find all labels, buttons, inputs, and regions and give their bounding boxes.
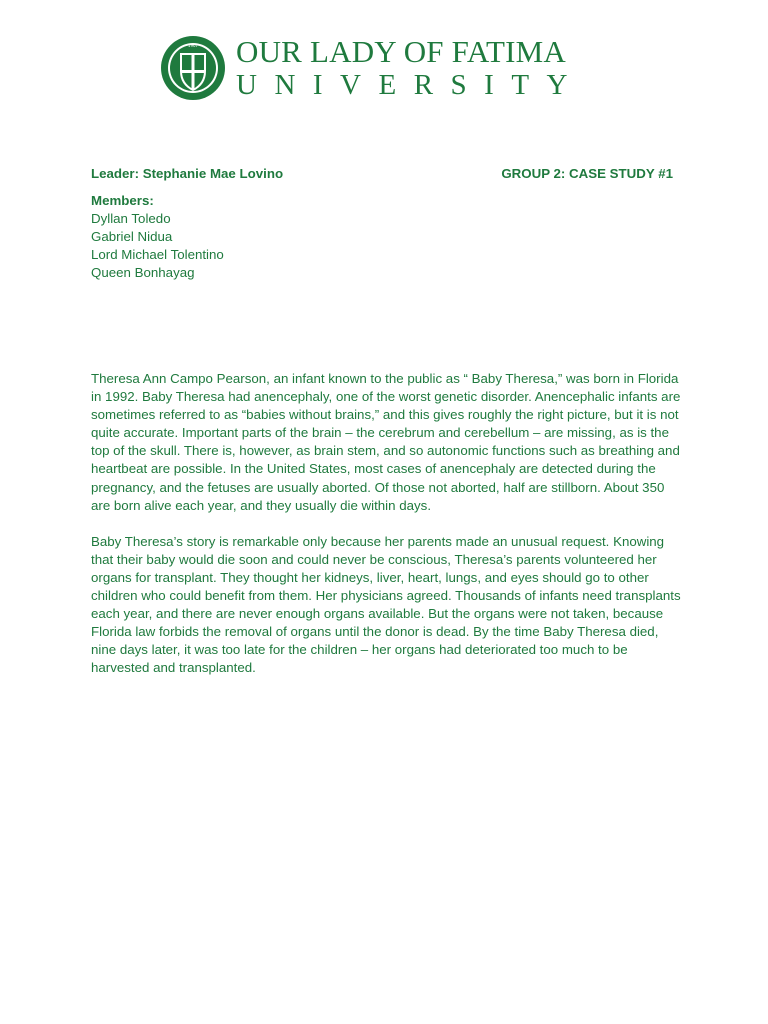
- case-study-title: GROUP 2: CASE STUDY #1: [501, 166, 673, 181]
- university-name-line1: OUR LADY OF FATIMA: [236, 34, 566, 69]
- svg-text:1967: 1967: [187, 43, 199, 48]
- member-name: Queen Bonhayag: [91, 265, 195, 280]
- group-info-row: [91, 165, 673, 183]
- body-paragraph: Baby Theresa’s story is remarkable only because her parents made an unusual request. Knowing that their baby would die soon and could never be conscious, Theresa’s parents volunteered her organs for transplant. They thought her kidneys, liver, heart, lungs, and eyes should go to other children who could benefit from them. Her physicians agreed. Thousands of infants need transplants each year, and there are never enough organs available. But the organs were not taken, because Florida law forbids the removal of organs until the donor is dead. By the time Baby Theresa died, nine days later, it was too late for the children – her organs had deteriorated too much to be harvested and transplanted.: [91, 533, 681, 676]
- body-paragraph: Theresa Ann Campo Pearson, an infant known to the public as “ Baby Theresa,” was born in Florida in 1992. Baby Theresa had anencephaly, one of the worst genetic disorder. Anencephalic infants are sometimes referred to as “babies without brains,” and this gives roughly the right picture, but it is not quite accurate. Important parts of the brain – the cerebrum and cerebellum – are missing, as is the top of the skull. There is, however, as brain stem, and so autonomic functions such as breathing and heartbeat are possible. In the United States, most cases of anencephaly are detected during the pregnancy, and the fetuses are usually aborted. Of those not aborted, half are stillborn. About 350 are born alive each year, and they usually die within days.: [91, 371, 681, 513]
- university-seal-logo: [160, 33, 226, 103]
- member-name: Dyllan Toledo: [91, 211, 171, 226]
- university-wordmark: [236, 33, 585, 102]
- members-heading: Members:: [91, 193, 154, 208]
- university-name-line2: UNIVERSITY: [236, 69, 585, 101]
- university-header: [160, 33, 585, 103]
- leader-name: Leader: Stephanie Mae Lovino: [91, 166, 284, 181]
- member-name: Lord Michael Tolentino: [91, 247, 224, 262]
- members-list: [91, 192, 224, 282]
- case-study-body: [91, 370, 683, 696]
- member-name: Gabriel Nidua: [91, 229, 173, 244]
